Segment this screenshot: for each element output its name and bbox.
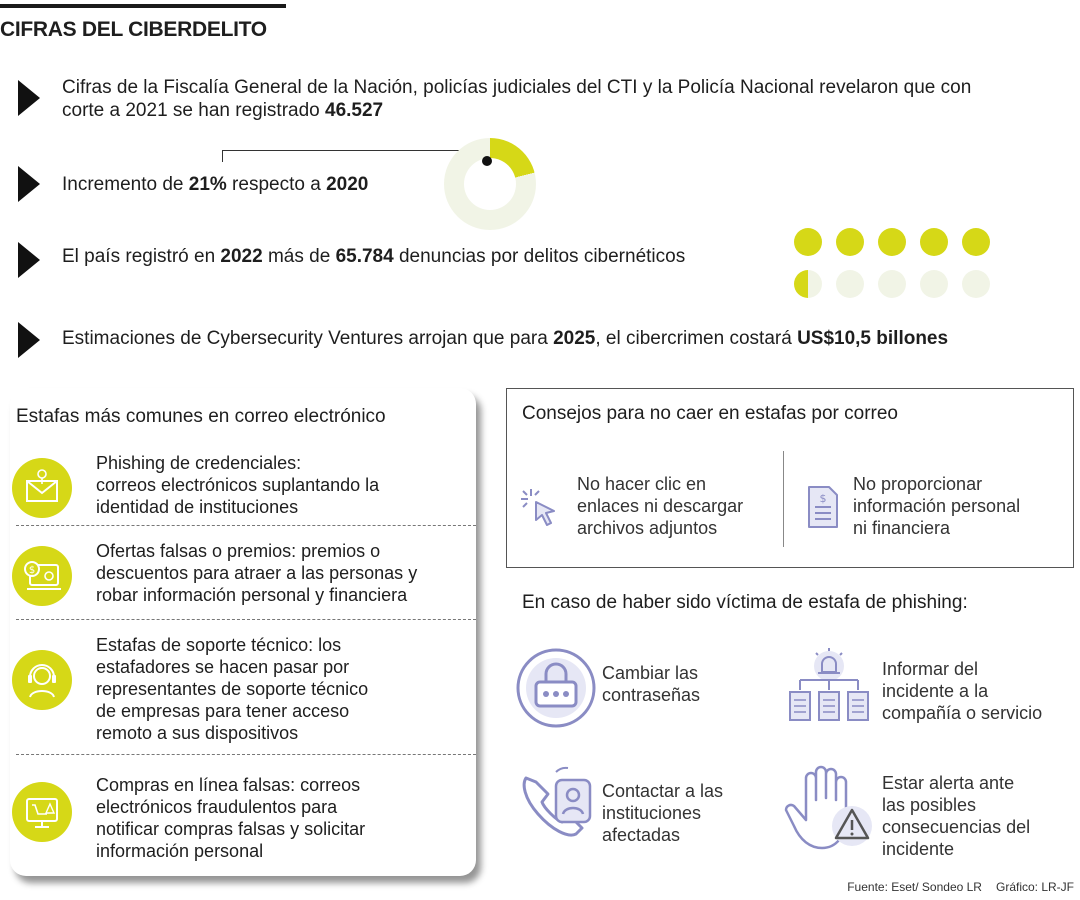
scam-desc: premios o [296, 541, 381, 561]
scam-desc: los [313, 635, 342, 655]
scam-desc: electrónicos fraudulentos para [96, 797, 338, 817]
scam-title: Compras en línea falsas: [96, 775, 296, 795]
stat-text [62, 245, 685, 268]
divider [16, 525, 476, 526]
scam-desc: estafadores se hacen pasar por [96, 657, 350, 677]
stat-pre: Estimaciones de Cybersecurity Ventures arrojan que para [62, 328, 554, 349]
scam-title: Phishing de credenciales: [96, 453, 302, 473]
scam-desc: información personal [96, 841, 264, 861]
title-rule [0, 4, 286, 8]
lock-password-icon [514, 646, 598, 735]
victim-line: Estar alerta ante [882, 773, 1015, 793]
victim-line: Cambiar las [602, 663, 699, 683]
scam-text [96, 452, 468, 518]
bullet-arrow-icon [18, 242, 40, 278]
stat-percent: 21% [188, 174, 227, 195]
scam-text [96, 634, 468, 744]
scam-title: Ofertas falsas o premios: [96, 541, 297, 561]
tip-line: No hacer clic en [577, 474, 707, 494]
envelope-icon [12, 458, 72, 518]
stat-year: 2025 [553, 328, 596, 349]
panel-heading: Estafas más comunes en correo electrónico [16, 406, 386, 427]
dot-empty [920, 270, 948, 298]
svg-text:$: $ [819, 492, 827, 505]
stat-text [62, 76, 971, 122]
stat-year: 2020 [326, 174, 369, 195]
victim-line: contraseñas [602, 685, 701, 705]
leader-dot [482, 156, 492, 166]
scam-desc: notificar compras falsas y solicitar [96, 819, 366, 839]
divider [16, 754, 476, 755]
tip-line: información personal [853, 496, 1021, 516]
phone-contact-icon [516, 764, 600, 849]
scam-title: Estafas de soporte técnico: [96, 635, 314, 655]
stat-mid: , el cibercrimen costará [595, 328, 798, 349]
stat-line-1: Cifras de la Fiscalía General de la Nación, policías judiciales del CTI y la Policía Nacional revelaron que con [62, 77, 972, 98]
svg-text:$: $ [28, 565, 36, 576]
leader-line [222, 150, 487, 151]
tip-line: archivos adjuntos [577, 518, 718, 538]
tips-heading: Consejos para no caer en estafas por correo [522, 403, 898, 424]
vertical-divider [783, 451, 784, 547]
dot-empty [878, 270, 906, 298]
victim-contact-institutions [602, 780, 723, 846]
tip-no-info [853, 473, 1020, 539]
scam-desc: remoto a sus dispositivos [96, 723, 299, 743]
victim-line: consecuencias del [882, 817, 1031, 837]
victim-line: incidente [882, 839, 955, 859]
tip-line: ni financiera [853, 518, 951, 538]
stat-year: 2022 [220, 246, 263, 267]
bullet-arrow-icon [18, 166, 40, 202]
scam-text [96, 774, 468, 862]
click-cursor-icon [517, 485, 563, 536]
bullet-arrow-icon [18, 322, 40, 358]
stat-pre: El país registró en [62, 246, 221, 267]
scam-text [96, 540, 468, 606]
stat-line-2: corte a 2021 se han registrado [62, 100, 326, 121]
page-title: CIFRAS DEL CIBERDELITO [0, 18, 267, 41]
victim-line: instituciones [602, 803, 702, 823]
victim-line: Contactar a las [602, 781, 724, 801]
victim-stay-alert [882, 772, 1030, 860]
scam-desc: de empresas para tener acceso [96, 701, 350, 721]
source-credit [847, 880, 1074, 894]
stat-text [62, 327, 948, 350]
dot-empty [836, 270, 864, 298]
source-text: Fuente: Eset/ Sondeo LR [847, 880, 982, 894]
dot-empty [962, 270, 990, 298]
tip-no-click [577, 473, 743, 539]
victim-report-incident [882, 658, 1042, 724]
alarm-documents-icon [786, 646, 872, 735]
tip-line: No proporcionar [853, 474, 983, 494]
increment-donut-chart [444, 138, 536, 230]
headset-icon [12, 650, 72, 710]
victim-line: afectadas [602, 825, 681, 845]
prize-icon [12, 546, 72, 606]
email-scams-panel [10, 388, 476, 876]
document-dollar-icon [803, 483, 843, 536]
stat-post: denuncias por delitos cibernéticos [393, 246, 686, 267]
hand-warning-icon [782, 764, 878, 865]
victim-line: las posibles [882, 795, 977, 815]
stat-mid: respecto a [226, 174, 327, 195]
dot-half [794, 270, 822, 298]
tips-box [506, 388, 1074, 568]
dot-full [962, 228, 990, 256]
stat-mid: más de [262, 246, 336, 267]
victim-line: incidente a la [882, 681, 989, 701]
dot-grid [794, 228, 1004, 308]
scam-desc: robar información personal y financiera [96, 585, 408, 605]
leader-line-tick [222, 150, 223, 162]
dot-full [836, 228, 864, 256]
stat-count: 65.784 [335, 246, 394, 267]
shopping-monitor-icon [12, 782, 72, 842]
stat-text [62, 173, 368, 196]
scam-desc: correos electrónicos suplantando la [96, 475, 380, 495]
dot-full [878, 228, 906, 256]
credit-text: Gráfico: LR-JF [995, 880, 1074, 894]
scam-desc: identidad de instituciones [96, 497, 299, 517]
bullet-arrow-icon [18, 80, 40, 116]
stat-value: 46.527 [325, 100, 384, 121]
dot-full [794, 228, 822, 256]
victim-line: Informar del [882, 659, 979, 679]
victim-change-passwords [602, 662, 700, 706]
stat-pre: Incremento de [62, 174, 189, 195]
stat-cost: US$10,5 billones [797, 328, 949, 349]
scam-desc: representantes de soporte técnico [96, 679, 369, 699]
scam-desc: descuentos para atraer a las personas y [96, 563, 418, 583]
victim-line: compañía o servicio [882, 703, 1043, 723]
dot-full [920, 228, 948, 256]
tip-line: enlaces ni descargar [577, 496, 744, 516]
scam-desc: correos [295, 775, 361, 795]
victim-heading: En caso de haber sido víctima de estafa de phishing: [522, 592, 968, 613]
divider [16, 619, 476, 620]
